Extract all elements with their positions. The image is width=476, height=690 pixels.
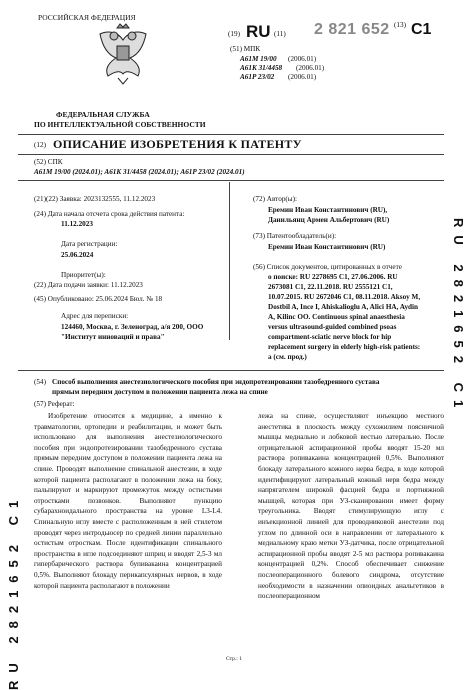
abstract-right-text: лежа на спине, осуществляют инъекцию местного анестетика в плоскость между сухожилием поясничной мышцы медиально и лобковой вестью латерально. После отрицательной аспирационной пробы вводят 15-20 мл раствора ропивакаина концентрацией 0,5%. Выполняют блокаду латерального кожного нерва бедра, в ходе которой идентифицируют латеральный кожный нерв бедра между напрягателем широкой фасцией бедра и портняжной мышцей, которая при УЗ-сканировании имеет форму треугольника. Вводят стимулирующую иглу с инъекционной линией для проводниковой анестезии под углом по длинной оси в направлении от латерального к медиальному краю метки УЗ-датчика, после отрицательной аспирационной пробы вводят 2-5 мл раствора ропивакаина концентрацией 0,2%. Способ обеспечивает снижение послеоперационного болевого синдрома, отсутствие необходимости в назначении опиоидных анальгетиков в послеоперационном [258, 412, 444, 601]
docs-label: (56) Список документов, цитированных в отчете [253, 263, 402, 271]
mpk-code-3: A61P 23/02 [240, 73, 275, 81]
published-field: (45) Опубликовано: 25.06.2024 Бюл. № 18 [34, 295, 163, 303]
docs-line-8: replacement surgery in elderly high-risk patients: [268, 343, 421, 351]
address-line-1: 124460, Москва, г. Зеленоград, а/я 200, ООО [61, 323, 204, 331]
registration-date: 25.06.2024 [61, 251, 94, 259]
coat-of-arms-emblem [90, 22, 156, 88]
authors-label: (72) Автор(ы): [253, 195, 298, 203]
application-field: (21)(22) Заявка: 2023132555, 11.12.2023 [34, 195, 156, 203]
divider-top [18, 134, 444, 135]
country-code: RU [246, 22, 271, 41]
abstract-left-column [34, 411, 222, 591]
mpk-date-3: (2006.01) [288, 73, 317, 81]
divider-vertical [229, 182, 230, 340]
abstract-left-text: Изобретение относится к медицине, а именно к травматологии, ортопедии и реабилитации, и может быть использовано для выполнения анестезиологического пособия при эндопротезировании тазобедренного сустава прямым передним доступом в положении пациента лежа на спине. Проводят выполнение спинальной анестезии, в ходе которой пациента располагают в положении лежа на боку, пальпируют и маркируют промежуток между остистыми отростками позвонков. Выполняют пункцию субарахноидального пространства на уровне L3-L4. Спинальную иглу вместе с расположенным в ней стилетом проводят через интродьюсер по средней линии параллельно остистым отросткам. После идентификации спинального пространства в игле подсоединяют шприц и вводят 2,5-3 мл гипербарического раствора бупивакаина концентрацией 0,5%. Выполняют блокаду перикапсулярных нервов, в ходе которой пациента располагают в положении [34, 412, 222, 590]
docs-line-5: A, Kilinc OO. Continuous spinal anaesthesia [268, 313, 405, 321]
address-label: Адрес для переписки: [61, 312, 129, 320]
code-12: (12) [34, 141, 46, 149]
invention-title-line-1: Способ выполнения анестезиологического пособия при эндопротезировании тазобедренного сустава [52, 378, 380, 386]
code-11: (11) [274, 30, 286, 38]
mpk-date-2: (2006.01) [296, 64, 325, 72]
start-date-value: 11.12.2023 [61, 220, 93, 228]
document-title: ОПИСАНИЕ ИЗОБРЕТЕНИЯ К ПАТЕНТУ [53, 137, 302, 151]
office-name-line1: ФЕДЕРАЛЬНАЯ СЛУЖБА [56, 110, 150, 119]
divider-spk [18, 180, 444, 181]
priority-label: Приоритет(ы): [61, 271, 106, 279]
country-name: РОССИЙСКАЯ ФЕДЕРАЦИЯ [38, 13, 136, 22]
patent-number: 2 821 652 [314, 21, 390, 38]
spk-label: (52) СПК [34, 158, 63, 166]
docs-line-3: 10.07.2015. RU 2672046 C1, 08.11.2018. Aksoy M, [268, 293, 421, 301]
side-code-left: RU 2821652 C1 [6, 492, 21, 690]
address-line-2: "Институт инноваций и права" [61, 333, 165, 341]
divider-mid [18, 370, 444, 371]
author-1: Еремин Иван Константинович (RU), [268, 206, 388, 214]
abstract-right-column [258, 411, 444, 602]
mpk-label: (51) МПК [230, 45, 261, 53]
docs-line-9: a (см. прод.) [268, 353, 307, 361]
docs-line-4: Dostbil A, Ince I, Ahiskalioglu A, Alici HA, Aydin [268, 303, 419, 311]
owner-value: Еремин Иван Константинович (RU) [268, 243, 386, 251]
author-2: Данильянц Армен Альбертович (RU) [268, 216, 390, 224]
owner-label: (73) Патентообладатель(и): [253, 232, 337, 240]
mpk-code-2: A61K 31/4458 [240, 64, 283, 72]
mpk-code-1: A61M 19/00 [240, 55, 277, 63]
mpk-date-1: (2006.01) [288, 55, 317, 63]
start-date-label: (24) Дата начала отсчета срока действия патента: [34, 210, 185, 218]
docs-line-7: compartment-sciatic nerve block for hip [268, 333, 392, 341]
priority-value: (22) Дата подачи заявки: 11.12.2023 [34, 281, 143, 289]
docs-line-6: versus ultrasound-guided combined psoas [268, 323, 397, 331]
docs-line-2: 2673081 C1, 22.11.2018. RU 2555121 C1, [268, 283, 393, 291]
page-number: Стр.: 1 [226, 656, 242, 662]
side-code-right: RU 2821652 C1 [451, 218, 466, 416]
code-19: (19) [228, 30, 240, 38]
abstract-label: (57) Реферат: [34, 400, 75, 408]
spk-value: A61M 19/00 (2024.01); A61K 31/4458 (2024.01); A61P 23/02 (2024.01) [34, 168, 245, 176]
docs-line-1: о поиске: RU 2278695 C1, 27.06.2006. RU [268, 273, 398, 281]
code-54: (54) [34, 378, 46, 386]
kind-code: C1 [411, 21, 432, 38]
code-13: (13) [394, 21, 406, 29]
registration-label: Дата регистрации: [61, 240, 118, 248]
office-name-line2: ПО ИНТЕЛЛЕКТУАЛЬНОЙ СОБСТВЕННОСТИ [34, 120, 206, 129]
divider-title [18, 154, 444, 155]
invention-title-line-2: прямым передним доступом в положении пациента лежа на спине [52, 388, 268, 396]
